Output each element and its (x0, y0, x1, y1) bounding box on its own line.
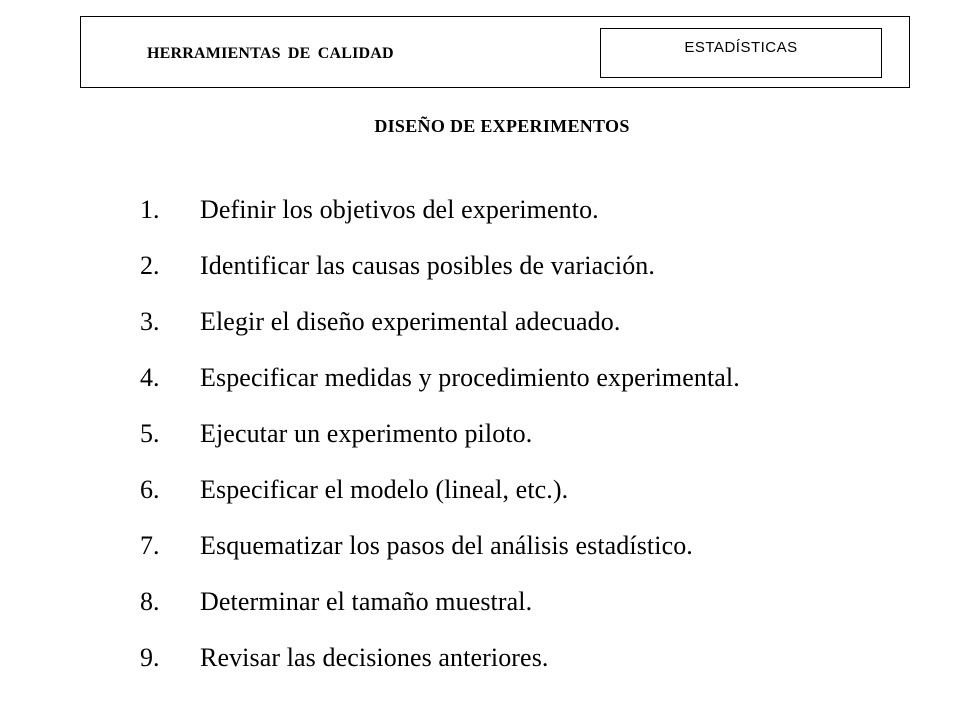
step-text: Elegir el diseño experimental adecuado. (200, 307, 621, 336)
section-title: DISEÑO DE EXPERIMENTOS (374, 116, 630, 136)
step-text: Revisar las decisiones anteriores. (200, 643, 549, 672)
step-number: 7. (140, 531, 160, 560)
step-number: 1. (140, 195, 160, 224)
step-number: 2. (140, 251, 160, 280)
step-item (140, 304, 740, 360)
step-item (140, 248, 740, 304)
step-item (140, 640, 740, 696)
step-item (140, 416, 740, 472)
step-text: Determinar el tamaño muestral. (200, 587, 533, 616)
step-number: 5. (140, 419, 160, 448)
step-text: Especificar el modelo (lineal, etc.). (200, 475, 569, 504)
step-number: 6. (140, 475, 160, 504)
header-box (80, 16, 910, 88)
step-number: 4. (140, 363, 160, 392)
header-tag-label: ESTADÍSTICAS (684, 39, 798, 56)
step-text: Especificar medidas y procedimiento experimental. (200, 363, 740, 392)
step-text: Esquematizar los pasos del análisis estadístico. (200, 531, 693, 560)
step-item (140, 360, 740, 416)
step-number: 3. (140, 307, 160, 336)
step-item (140, 472, 740, 528)
header-tag-box (600, 28, 882, 78)
step-number: 8. (140, 587, 160, 616)
step-item (140, 528, 740, 584)
step-text: Definir los objetivos del experimento. (200, 195, 599, 224)
step-item (140, 192, 740, 248)
steps-list (140, 192, 740, 696)
step-text: Identificar las causas posibles de variación. (200, 251, 655, 280)
header-title: HERRAMIENTAS DE CALIDAD (147, 45, 394, 62)
step-item (140, 584, 740, 640)
step-text: Ejecutar un experimento piloto. (200, 419, 533, 448)
step-number: 9. (140, 643, 160, 672)
